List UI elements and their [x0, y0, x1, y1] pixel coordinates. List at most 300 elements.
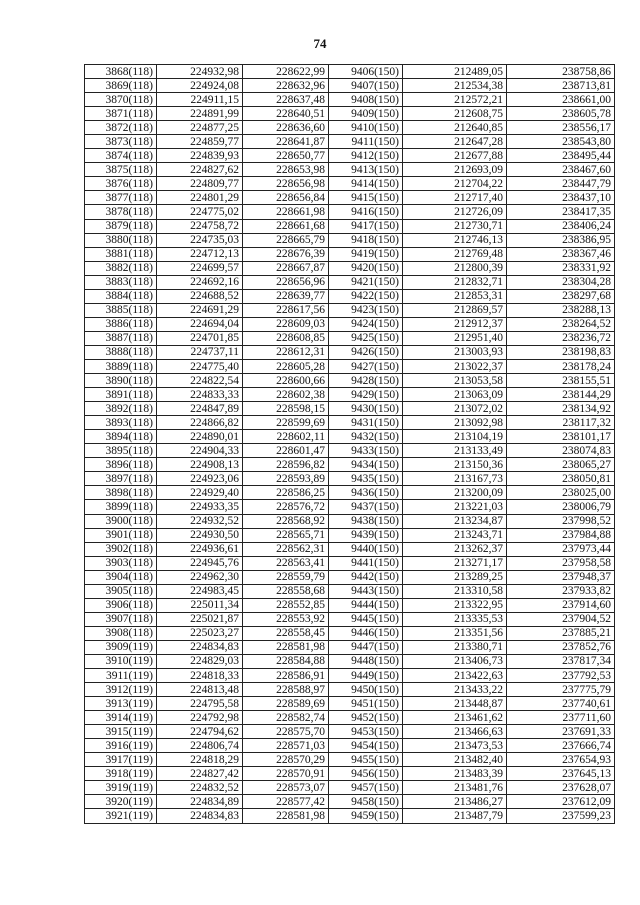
cell-point-id-left: 3917(119) [85, 753, 157, 767]
cell-y-left: 228571,03 [243, 739, 329, 753]
cell-y-left: 228632,96 [243, 79, 329, 93]
coordinates-table [84, 64, 615, 824]
cell-y-right: 238117,32 [507, 416, 615, 430]
cell-x-right: 212647,28 [403, 135, 507, 149]
cell-x-right: 212853,31 [403, 289, 507, 303]
cell-point-id-left: 3889(118) [85, 359, 157, 373]
cell-y-right: 238495,44 [507, 149, 615, 163]
cell-point-id-right: 9429(150) [329, 388, 403, 402]
cell-point-id-right: 9416(150) [329, 205, 403, 219]
cell-x-left: 224932,52 [157, 514, 243, 528]
cell-y-left: 228558,45 [243, 626, 329, 640]
cell-point-id-right: 9434(150) [329, 458, 403, 472]
cell-x-right: 213133,49 [403, 444, 507, 458]
cell-point-id-left: 3887(118) [85, 331, 157, 345]
cell-x-left: 224818,29 [157, 753, 243, 767]
cell-x-right: 213351,56 [403, 626, 507, 640]
table-row [85, 809, 615, 823]
cell-x-right: 213092,98 [403, 416, 507, 430]
cell-y-left: 228667,87 [243, 261, 329, 275]
cell-point-id-right: 9426(150) [329, 345, 403, 359]
cell-x-left: 224932,98 [157, 65, 243, 79]
cell-x-left: 224822,54 [157, 374, 243, 388]
cell-point-id-left: 3897(118) [85, 472, 157, 486]
cell-x-left: 224834,83 [157, 809, 243, 823]
cell-point-id-right: 9447(150) [329, 640, 403, 654]
cell-y-right: 238543,80 [507, 135, 615, 149]
table-row [85, 795, 615, 809]
cell-x-right: 213271,17 [403, 556, 507, 570]
table-row [85, 612, 615, 626]
table-row [85, 275, 615, 289]
cell-x-right: 213466,63 [403, 725, 507, 739]
cell-point-id-left: 3909(119) [85, 640, 157, 654]
table-row [85, 93, 615, 107]
cell-point-id-right: 9441(150) [329, 556, 403, 570]
cell-x-left: 224758,72 [157, 219, 243, 233]
cell-point-id-left: 3899(118) [85, 500, 157, 514]
cell-y-left: 228553,92 [243, 612, 329, 626]
table-row [85, 542, 615, 556]
cell-point-id-right: 9419(150) [329, 247, 403, 261]
cell-point-id-left: 3874(118) [85, 149, 157, 163]
cell-y-right: 237740,61 [507, 697, 615, 711]
cell-point-id-right: 9445(150) [329, 612, 403, 626]
cell-y-left: 228593,89 [243, 472, 329, 486]
table-row [85, 711, 615, 725]
cell-point-id-left: 3873(118) [85, 135, 157, 149]
cell-point-id-left: 3918(119) [85, 767, 157, 781]
cell-point-id-right: 9442(150) [329, 570, 403, 584]
cell-point-id-right: 9453(150) [329, 725, 403, 739]
cell-y-left: 228637,48 [243, 93, 329, 107]
table-row [85, 247, 615, 261]
cell-y-left: 228608,85 [243, 331, 329, 345]
table-row [85, 79, 615, 93]
cell-y-right: 238065,27 [507, 458, 615, 472]
cell-point-id-left: 3896(118) [85, 458, 157, 472]
cell-x-right: 213167,73 [403, 472, 507, 486]
cell-x-left: 224737,11 [157, 345, 243, 359]
cell-x-right: 213003,93 [403, 345, 507, 359]
cell-y-left: 228565,71 [243, 528, 329, 542]
cell-x-left: 224866,82 [157, 416, 243, 430]
table-row [85, 261, 615, 275]
cell-point-id-left: 3878(118) [85, 205, 157, 219]
cell-x-right: 212832,71 [403, 275, 507, 289]
cell-point-id-right: 9413(150) [329, 163, 403, 177]
cell-point-id-right: 9417(150) [329, 219, 403, 233]
cell-x-left: 224923,06 [157, 472, 243, 486]
cell-point-id-left: 3908(118) [85, 626, 157, 640]
cell-point-id-right: 9455(150) [329, 753, 403, 767]
table-row [85, 317, 615, 331]
table-row [85, 584, 615, 598]
table-row [85, 163, 615, 177]
cell-x-right: 213262,37 [403, 542, 507, 556]
cell-point-id-right: 9421(150) [329, 275, 403, 289]
cell-point-id-right: 9438(150) [329, 514, 403, 528]
cell-y-left: 228586,91 [243, 669, 329, 683]
cell-point-id-right: 9439(150) [329, 528, 403, 542]
cell-y-right: 237998,52 [507, 514, 615, 528]
cell-y-right: 237654,93 [507, 753, 615, 767]
cell-x-left: 225011,34 [157, 598, 243, 612]
cell-x-right: 213150,36 [403, 458, 507, 472]
table-row [85, 528, 615, 542]
cell-y-left: 228573,07 [243, 781, 329, 795]
cell-y-right: 238437,10 [507, 191, 615, 205]
cell-point-id-right: 9450(150) [329, 683, 403, 697]
cell-x-left: 224801,29 [157, 191, 243, 205]
cell-point-id-right: 9448(150) [329, 654, 403, 668]
cell-x-left: 224795,58 [157, 697, 243, 711]
cell-y-right: 237628,07 [507, 781, 615, 795]
cell-point-id-right: 9449(150) [329, 669, 403, 683]
cell-y-left: 228602,11 [243, 430, 329, 444]
cell-point-id-left: 3884(118) [85, 289, 157, 303]
cell-point-id-left: 3901(118) [85, 528, 157, 542]
table-row [85, 191, 615, 205]
cell-y-left: 228653,98 [243, 163, 329, 177]
cell-x-left: 224834,89 [157, 795, 243, 809]
cell-point-id-right: 9443(150) [329, 584, 403, 598]
cell-y-right: 238288,13 [507, 303, 615, 317]
cell-x-right: 212704,22 [403, 177, 507, 191]
cell-x-right: 212746,13 [403, 233, 507, 247]
cell-point-id-left: 3903(118) [85, 556, 157, 570]
cell-point-id-left: 3892(118) [85, 402, 157, 416]
cell-y-left: 228589,69 [243, 697, 329, 711]
cell-y-left: 228665,79 [243, 233, 329, 247]
table-row [85, 177, 615, 191]
cell-x-left: 224809,77 [157, 177, 243, 191]
cell-y-right: 237948,37 [507, 570, 615, 584]
cell-y-right: 237885,21 [507, 626, 615, 640]
cell-x-left: 224877,25 [157, 121, 243, 135]
cell-x-right: 213487,79 [403, 809, 507, 823]
cell-x-left: 224818,33 [157, 669, 243, 683]
cell-x-left: 224829,03 [157, 654, 243, 668]
cell-x-left: 224911,15 [157, 93, 243, 107]
cell-x-right: 213072,02 [403, 402, 507, 416]
cell-x-left: 224827,62 [157, 163, 243, 177]
cell-point-id-right: 9407(150) [329, 79, 403, 93]
cell-point-id-left: 3891(118) [85, 388, 157, 402]
cell-x-left: 224701,85 [157, 331, 243, 345]
cell-point-id-right: 9431(150) [329, 416, 403, 430]
cell-x-left: 224930,50 [157, 528, 243, 542]
cell-point-id-right: 9432(150) [329, 430, 403, 444]
cell-y-left: 228599,69 [243, 416, 329, 430]
cell-x-right: 212769,48 [403, 247, 507, 261]
cell-y-left: 228576,72 [243, 500, 329, 514]
cell-x-right: 213022,37 [403, 359, 507, 373]
table-row [85, 107, 615, 121]
cell-y-right: 237775,79 [507, 683, 615, 697]
cell-y-left: 228558,68 [243, 584, 329, 598]
cell-x-right: 213104,19 [403, 430, 507, 444]
cell-point-id-right: 9459(150) [329, 809, 403, 823]
cell-point-id-right: 9427(150) [329, 359, 403, 373]
cell-x-left: 224891,99 [157, 107, 243, 121]
cell-y-right: 238134,92 [507, 402, 615, 416]
cell-y-left: 228605,28 [243, 359, 329, 373]
cell-point-id-left: 3919(119) [85, 781, 157, 795]
cell-y-left: 228622,99 [243, 65, 329, 79]
table-row [85, 444, 615, 458]
cell-x-left: 224691,29 [157, 303, 243, 317]
cell-point-id-left: 3914(119) [85, 711, 157, 725]
cell-x-right: 213483,39 [403, 767, 507, 781]
cell-x-left: 224775,40 [157, 359, 243, 373]
cell-y-left: 228598,15 [243, 402, 329, 416]
cell-point-id-right: 9430(150) [329, 402, 403, 416]
cell-point-id-left: 3882(118) [85, 261, 157, 275]
table-row [85, 697, 615, 711]
cell-point-id-right: 9456(150) [329, 767, 403, 781]
cell-x-left: 224945,76 [157, 556, 243, 570]
cell-x-left: 224827,42 [157, 767, 243, 781]
cell-point-id-left: 3912(119) [85, 683, 157, 697]
cell-point-id-left: 3902(118) [85, 542, 157, 556]
table-row [85, 598, 615, 612]
cell-x-right: 213289,25 [403, 570, 507, 584]
cell-y-right: 238144,29 [507, 388, 615, 402]
cell-y-left: 228601,47 [243, 444, 329, 458]
cell-point-id-right: 9437(150) [329, 500, 403, 514]
cell-point-id-right: 9452(150) [329, 711, 403, 725]
cell-x-left: 224688,52 [157, 289, 243, 303]
cell-x-right: 213473,53 [403, 739, 507, 753]
cell-y-left: 228570,91 [243, 767, 329, 781]
cell-x-right: 213063,09 [403, 388, 507, 402]
cell-y-right: 238050,81 [507, 472, 615, 486]
cell-y-left: 228639,77 [243, 289, 329, 303]
cell-y-left: 228600,66 [243, 374, 329, 388]
cell-point-id-right: 9415(150) [329, 191, 403, 205]
page-number: 74 [313, 36, 327, 51]
table-row [85, 767, 615, 781]
table-row [85, 570, 615, 584]
table-row [85, 739, 615, 753]
cell-x-left: 224794,62 [157, 725, 243, 739]
cell-y-right: 237612,09 [507, 795, 615, 809]
cell-x-right: 212951,40 [403, 331, 507, 345]
table-row [85, 753, 615, 767]
cell-x-right: 212693,09 [403, 163, 507, 177]
table-row [85, 626, 615, 640]
cell-point-id-left: 3911(119) [85, 669, 157, 683]
table-row [85, 486, 615, 500]
cell-x-right: 213243,71 [403, 528, 507, 542]
cell-point-id-left: 3876(118) [85, 177, 157, 191]
cell-x-right: 213234,87 [403, 514, 507, 528]
cell-point-id-left: 3894(118) [85, 430, 157, 444]
cell-y-right: 237792,53 [507, 669, 615, 683]
cell-y-left: 228570,29 [243, 753, 329, 767]
cell-point-id-right: 9446(150) [329, 626, 403, 640]
cell-point-id-right: 9418(150) [329, 233, 403, 247]
cell-point-id-right: 9411(150) [329, 135, 403, 149]
cell-x-right: 212489,05 [403, 65, 507, 79]
cell-x-right: 212608,75 [403, 107, 507, 121]
cell-point-id-left: 3906(118) [85, 598, 157, 612]
cell-point-id-right: 9454(150) [329, 739, 403, 753]
cell-y-left: 228636,60 [243, 121, 329, 135]
cell-x-right: 213322,95 [403, 598, 507, 612]
cell-point-id-right: 9420(150) [329, 261, 403, 275]
table-row [85, 683, 615, 697]
cell-y-left: 228656,84 [243, 191, 329, 205]
cell-y-right: 237984,88 [507, 528, 615, 542]
cell-y-left: 228559,79 [243, 570, 329, 584]
cell-point-id-left: 3905(118) [85, 584, 157, 598]
table-row [85, 345, 615, 359]
table-row [85, 331, 615, 345]
cell-point-id-right: 9422(150) [329, 289, 403, 303]
cell-point-id-right: 9408(150) [329, 93, 403, 107]
table-row [85, 359, 615, 373]
cell-y-left: 228562,31 [243, 542, 329, 556]
cell-y-right: 238236,72 [507, 331, 615, 345]
cell-point-id-left: 3904(118) [85, 570, 157, 584]
cell-point-id-left: 3895(118) [85, 444, 157, 458]
table-row [85, 303, 615, 317]
cell-x-left: 224839,93 [157, 149, 243, 163]
cell-y-left: 228575,70 [243, 725, 329, 739]
cell-x-right: 213433,22 [403, 683, 507, 697]
cell-y-right: 238386,95 [507, 233, 615, 247]
cell-x-left: 224962,30 [157, 570, 243, 584]
cell-x-right: 213422,63 [403, 669, 507, 683]
cell-x-right: 212800,39 [403, 261, 507, 275]
cell-x-left: 224890,01 [157, 430, 243, 444]
cell-y-left: 228656,96 [243, 275, 329, 289]
cell-y-right: 238417,35 [507, 205, 615, 219]
cell-x-left: 224699,57 [157, 261, 243, 275]
cell-point-id-right: 9406(150) [329, 65, 403, 79]
cell-point-id-right: 9410(150) [329, 121, 403, 135]
cell-y-left: 228602,38 [243, 388, 329, 402]
cell-point-id-left: 3872(118) [85, 121, 157, 135]
cell-point-id-right: 9436(150) [329, 486, 403, 500]
cell-point-id-left: 3868(118) [85, 65, 157, 79]
cell-point-id-left: 3886(118) [85, 317, 157, 331]
cell-y-right: 238758,86 [507, 65, 615, 79]
table-row [85, 121, 615, 135]
cell-point-id-left: 3869(118) [85, 79, 157, 93]
cell-x-left: 225021,87 [157, 612, 243, 626]
cell-y-left: 228661,98 [243, 205, 329, 219]
cell-point-id-left: 3881(118) [85, 247, 157, 261]
table-row [85, 416, 615, 430]
cell-point-id-left: 3920(119) [85, 795, 157, 809]
cell-y-left: 228588,97 [243, 683, 329, 697]
cell-x-left: 224712,13 [157, 247, 243, 261]
cell-x-left: 224983,45 [157, 584, 243, 598]
coordinates-table-body [85, 65, 615, 824]
cell-x-right: 213406,73 [403, 654, 507, 668]
cell-y-right: 238074,83 [507, 444, 615, 458]
cell-y-left: 228609,03 [243, 317, 329, 331]
cell-point-id-right: 9428(150) [329, 374, 403, 388]
cell-y-right: 238304,28 [507, 275, 615, 289]
cell-point-id-right: 9435(150) [329, 472, 403, 486]
cell-point-id-left: 3880(118) [85, 233, 157, 247]
cell-point-id-left: 3871(118) [85, 107, 157, 121]
cell-point-id-right: 9409(150) [329, 107, 403, 121]
cell-y-right: 238264,52 [507, 317, 615, 331]
cell-point-id-left: 3900(118) [85, 514, 157, 528]
cell-x-left: 224904,33 [157, 444, 243, 458]
cell-x-left: 224833,33 [157, 388, 243, 402]
table-row [85, 149, 615, 163]
cell-y-left: 228640,51 [243, 107, 329, 121]
cell-x-right: 213380,71 [403, 640, 507, 654]
table-row [85, 205, 615, 219]
cell-point-id-right: 9457(150) [329, 781, 403, 795]
cell-point-id-left: 3875(118) [85, 163, 157, 177]
cell-x-left: 224859,77 [157, 135, 243, 149]
cell-point-id-left: 3893(118) [85, 416, 157, 430]
table-row [85, 430, 615, 444]
cell-y-left: 228584,88 [243, 654, 329, 668]
cell-x-left: 224847,89 [157, 402, 243, 416]
cell-y-right: 238605,78 [507, 107, 615, 121]
cell-x-right: 212534,38 [403, 79, 507, 93]
cell-x-left: 224924,08 [157, 79, 243, 93]
cell-point-id-left: 3877(118) [85, 191, 157, 205]
cell-point-id-left: 3870(118) [85, 93, 157, 107]
cell-point-id-right: 9444(150) [329, 598, 403, 612]
cell-y-right: 238331,92 [507, 261, 615, 275]
cell-x-right: 212912,37 [403, 317, 507, 331]
table-row [85, 289, 615, 303]
cell-point-id-right: 9440(150) [329, 542, 403, 556]
cell-y-left: 228617,56 [243, 303, 329, 317]
table-row [85, 472, 615, 486]
cell-x-right: 212572,21 [403, 93, 507, 107]
cell-x-left: 224692,16 [157, 275, 243, 289]
cell-y-right: 237691,33 [507, 725, 615, 739]
cell-y-right: 237973,44 [507, 542, 615, 556]
table-row [85, 388, 615, 402]
cell-point-id-right: 9425(150) [329, 331, 403, 345]
cell-y-right: 238198,83 [507, 345, 615, 359]
table-row [85, 458, 615, 472]
cell-point-id-right: 9423(150) [329, 303, 403, 317]
cell-y-right: 238661,00 [507, 93, 615, 107]
cell-point-id-left: 3888(118) [85, 345, 157, 359]
table-row [85, 65, 615, 79]
cell-y-right: 237933,82 [507, 584, 615, 598]
cell-point-id-left: 3921(119) [85, 809, 157, 823]
cell-point-id-right: 9412(150) [329, 149, 403, 163]
cell-point-id-right: 9424(150) [329, 317, 403, 331]
cell-y-right: 237645,13 [507, 767, 615, 781]
cell-x-left: 224936,61 [157, 542, 243, 556]
cell-x-left: 224834,83 [157, 640, 243, 654]
cell-x-right: 212726,09 [403, 205, 507, 219]
table-row [85, 135, 615, 149]
cell-x-left: 224735,03 [157, 233, 243, 247]
cell-y-right: 238713,81 [507, 79, 615, 93]
cell-x-left: 224933,35 [157, 500, 243, 514]
cell-y-left: 228586,25 [243, 486, 329, 500]
cell-point-id-left: 3898(118) [85, 486, 157, 500]
cell-y-right: 238447,79 [507, 177, 615, 191]
